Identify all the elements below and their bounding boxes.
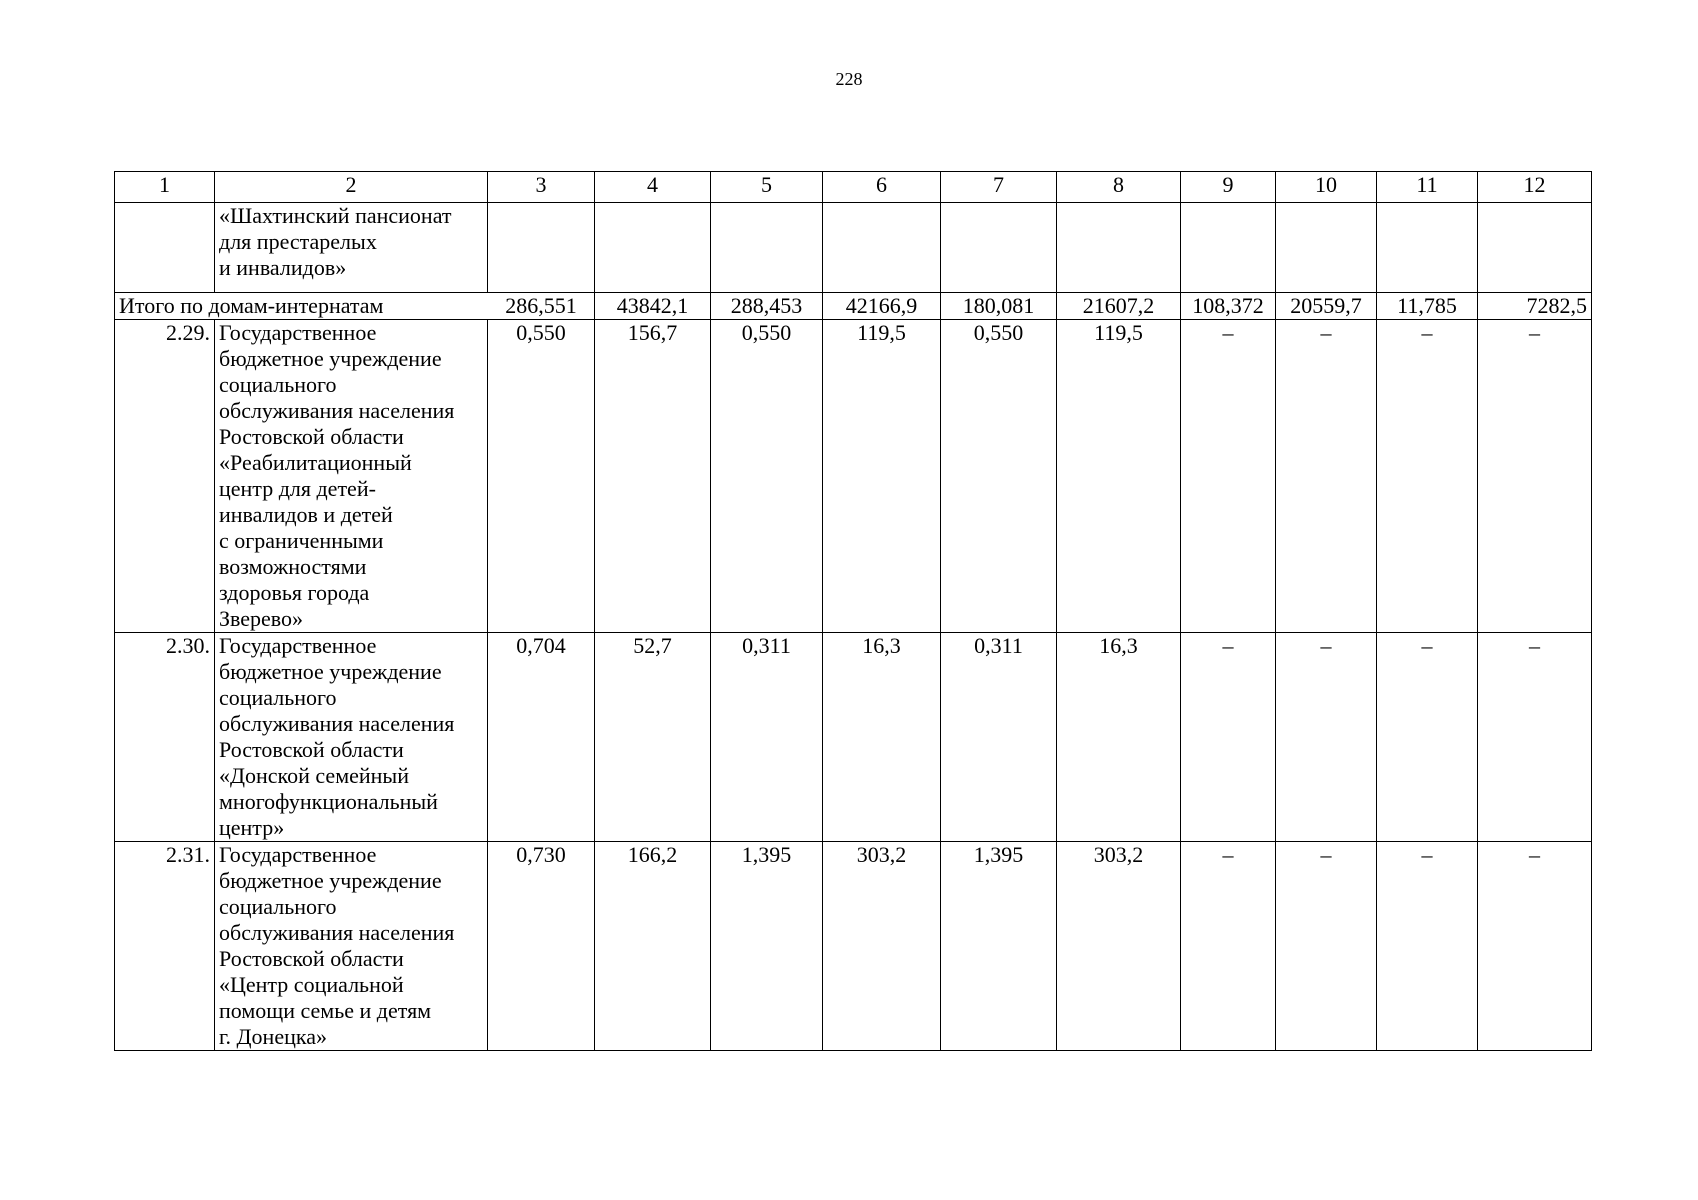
- name-line: обслуживания населения: [219, 920, 455, 945]
- value-cell: 303,2: [1057, 842, 1181, 1051]
- row-number-cell: [115, 203, 215, 293]
- value-cell: 119,5: [823, 320, 941, 633]
- value-cell: –: [1377, 320, 1478, 633]
- name-line: для престарелых: [219, 229, 377, 254]
- name-line: социального: [219, 685, 337, 710]
- total-label: Итого по домам-интернатам: [115, 293, 488, 320]
- value-cell: 16,3: [1057, 633, 1181, 842]
- name-line: Государственное: [219, 320, 377, 345]
- total-value: 21607,2: [1057, 293, 1181, 320]
- name-line: социального: [219, 894, 337, 919]
- value-cell: 0,730: [488, 842, 595, 1051]
- value-cell: –: [1377, 842, 1478, 1051]
- total-value: 7282,5: [1478, 293, 1592, 320]
- value-cell: 16,3: [823, 633, 941, 842]
- value-cell: [1276, 203, 1377, 293]
- name-line: социального: [219, 372, 337, 397]
- value-cell: –: [1181, 633, 1276, 842]
- name-line: Государственное: [219, 633, 377, 658]
- name-line: центр для детей-: [219, 476, 376, 501]
- name-line: Ростовской области: [219, 424, 404, 449]
- value-cell: [1057, 203, 1181, 293]
- row-number-cell: 2.29.: [115, 320, 215, 633]
- data-table: [114, 171, 1592, 1051]
- row-number-cell: 2.31.: [115, 842, 215, 1051]
- name-line: и инвалидов»: [219, 255, 347, 280]
- value-cell: 1,395: [941, 842, 1057, 1051]
- name-line: Зверево»: [219, 606, 304, 631]
- value-cell: 0,311: [941, 633, 1057, 842]
- value-cell: –: [1276, 842, 1377, 1051]
- name-line: «Донской семейный: [219, 763, 409, 788]
- institution-name-cell: [215, 203, 488, 293]
- name-line: «Реабилитационный: [219, 450, 412, 475]
- value-cell: –: [1478, 842, 1592, 1051]
- header-cell: 2: [215, 172, 488, 203]
- name-line: Ростовской области: [219, 946, 404, 971]
- total-row: [115, 293, 1592, 320]
- value-cell: [711, 203, 823, 293]
- value-cell: 0,311: [711, 633, 823, 842]
- value-cell: [941, 203, 1057, 293]
- value-cell: [1181, 203, 1276, 293]
- header-cell: 7: [941, 172, 1057, 203]
- name-line: Государственное: [219, 842, 377, 867]
- value-cell: –: [1276, 320, 1377, 633]
- table-row: [115, 203, 1592, 293]
- header-row: [115, 172, 1592, 203]
- row-number-cell: 2.30.: [115, 633, 215, 842]
- value-cell: [1478, 203, 1592, 293]
- value-cell: 119,5: [1057, 320, 1181, 633]
- name-line: «Шахтинский пансионат: [219, 203, 452, 228]
- total-value: 11,785: [1377, 293, 1478, 320]
- page-number: 228: [835, 69, 863, 89]
- institution-name-cell: [215, 320, 488, 633]
- header-cell: 4: [595, 172, 711, 203]
- name-line: помощи семье и детям: [219, 998, 432, 1023]
- name-line: обслуживания населения: [219, 711, 455, 736]
- name-line: бюджетное учреждение: [219, 659, 442, 684]
- value-cell: –: [1181, 842, 1276, 1051]
- header-cell: 12: [1478, 172, 1592, 203]
- value-cell: 0,550: [488, 320, 595, 633]
- header-cell: 6: [823, 172, 941, 203]
- name-line: здоровья города: [219, 580, 370, 605]
- value-cell: [1377, 203, 1478, 293]
- name-line: центр»: [219, 815, 285, 840]
- name-line: многофункциональный: [219, 789, 438, 814]
- name-line: возможностями: [219, 554, 367, 579]
- value-cell: 303,2: [823, 842, 941, 1051]
- total-value: 43842,1: [595, 293, 711, 320]
- header-cell: 9: [1181, 172, 1276, 203]
- header-cell: 1: [115, 172, 215, 203]
- name-line: бюджетное учреждение: [219, 346, 442, 371]
- value-cell: –: [1478, 633, 1592, 842]
- value-cell: [823, 203, 941, 293]
- name-line: бюджетное учреждение: [219, 868, 442, 893]
- header-cell: 5: [711, 172, 823, 203]
- value-cell: –: [1181, 320, 1276, 633]
- value-cell: –: [1377, 633, 1478, 842]
- name-line: «Центр социальной: [219, 972, 404, 997]
- total-value: 180,081: [941, 293, 1057, 320]
- name-line: инвалидов и детей: [219, 502, 393, 527]
- value-cell: –: [1478, 320, 1592, 633]
- header-cell: 8: [1057, 172, 1181, 203]
- value-cell: 1,395: [711, 842, 823, 1051]
- value-cell: [595, 203, 711, 293]
- value-cell: 52,7: [595, 633, 711, 842]
- name-line: обслуживания населения: [219, 398, 455, 423]
- value-cell: –: [1276, 633, 1377, 842]
- name-line: г. Донецка»: [219, 1024, 327, 1049]
- table-row: [115, 633, 1592, 842]
- name-line: Ростовской области: [219, 737, 404, 762]
- total-value: 42166,9: [823, 293, 941, 320]
- value-cell: 0,550: [711, 320, 823, 633]
- value-cell: [488, 203, 595, 293]
- institution-name-cell: [215, 633, 488, 842]
- total-value: 286,551: [488, 293, 595, 320]
- total-value: 108,372: [1181, 293, 1276, 320]
- value-cell: 0,704: [488, 633, 595, 842]
- header-cell: 11: [1377, 172, 1478, 203]
- value-cell: 166,2: [595, 842, 711, 1051]
- header-cell: 10: [1276, 172, 1377, 203]
- name-line: с ограниченными: [219, 528, 384, 553]
- total-value: 288,453: [711, 293, 823, 320]
- table-row: [115, 842, 1592, 1051]
- institution-name-cell: [215, 842, 488, 1051]
- header-cell: 3: [488, 172, 595, 203]
- total-value: 20559,7: [1276, 293, 1377, 320]
- value-cell: 0,550: [941, 320, 1057, 633]
- table-row: [115, 320, 1592, 633]
- value-cell: 156,7: [595, 320, 711, 633]
